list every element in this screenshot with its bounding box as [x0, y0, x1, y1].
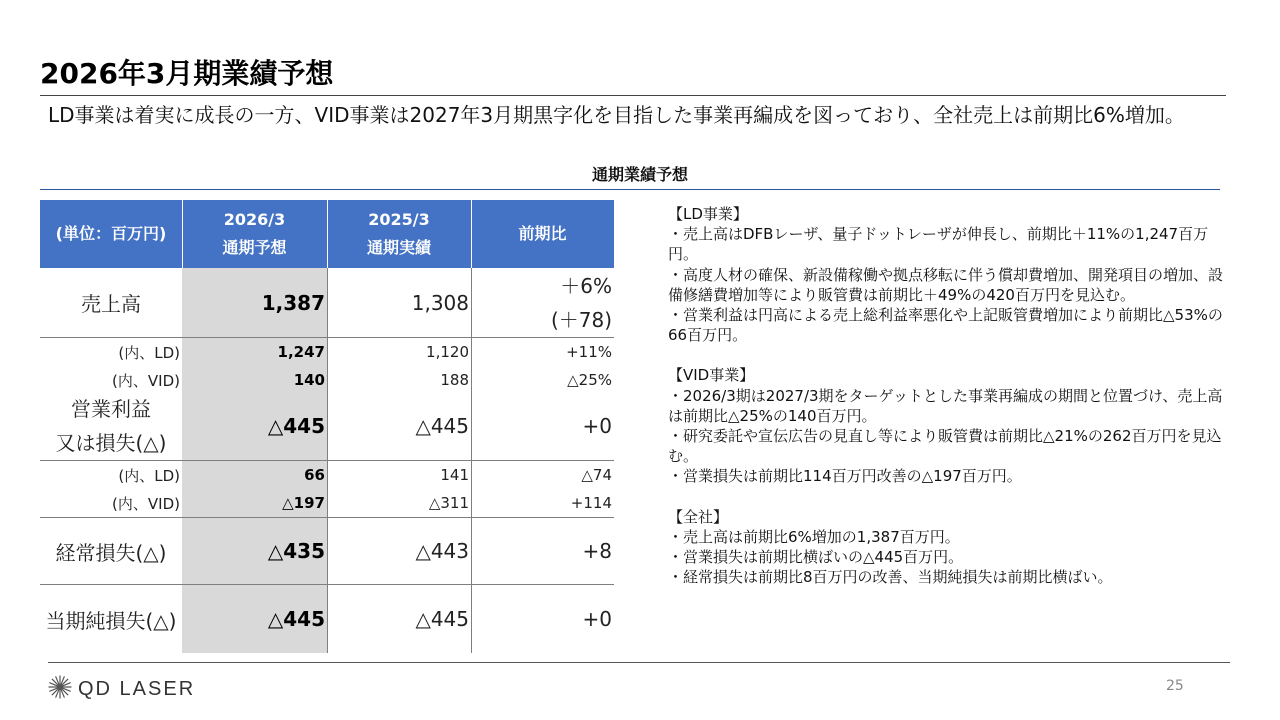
- header-divider: [327, 200, 328, 268]
- cell-sales-ld-yoy: +11%: [566, 343, 612, 361]
- cell-op-ld-actual: 141: [440, 466, 469, 484]
- cell-ordinary-yoy: +8: [582, 539, 612, 563]
- notes-vid-item: ・2026/3期は2027/3期をターゲットとした事業再編成の期間と位置づけ、売上高は前期比△25%の140百万円。: [668, 386, 1223, 425]
- notes-vid-item: ・研究委託や宣伝広告の見直し等により販管費は前期比△21%の262百万円を見込む。: [668, 427, 1222, 466]
- row-label-ordinary: 経常損失(△): [55, 540, 167, 565]
- notes-all-item: ・経常損失は前期比8百万円の改善、当期純損失は前期比横ばい。: [668, 568, 1113, 587]
- cell-operating-actual: △445: [415, 414, 469, 438]
- cell-sales-yoy-amount: (＋78): [550, 307, 612, 332]
- header-yoy: [471, 200, 614, 268]
- row-label-op-vid: (内、VID): [112, 494, 180, 513]
- row-label-sales: 売上高: [81, 292, 141, 316]
- row-label-operating-line1: 営業利益: [71, 397, 151, 421]
- cell-sales-yoy: [471, 268, 612, 337]
- cell-op-vid-yoy: +114: [570, 494, 612, 512]
- row-label-sales-vid: (内、VID): [112, 371, 180, 390]
- cell-operating-forecast: △445: [267, 414, 325, 438]
- row-label-net: 当期純損失(△): [45, 608, 177, 633]
- notes-all-item: ・売上高は前期比6%増加の1,387百万円。: [668, 527, 960, 546]
- header-forecast-label: 通期予想: [222, 238, 287, 257]
- header-actual-period: 2025/3: [368, 210, 430, 229]
- header-unit: [40, 200, 182, 268]
- cell-sales-yoy-rate: ＋6%: [560, 273, 612, 298]
- table-heading-divider: [40, 189, 1220, 190]
- cell-op-ld-forecast: 66: [304, 466, 325, 484]
- title-divider: [40, 95, 1226, 96]
- cell-sales-actual: 1,308: [411, 290, 469, 315]
- cell-net-yoy: +0: [582, 607, 612, 631]
- cell-sales-vid-actual: 188: [440, 371, 469, 389]
- summary-text: LD事業は着実に成長の一方、VID事業は2027年3月期黒字化を目指した事業再編成を図っており、全社売上は前期比6%増加。: [48, 103, 1185, 127]
- header-actual-label: 通期実績: [366, 238, 431, 257]
- row-label-operating-line2: 又は損失(△): [55, 431, 167, 455]
- notes-ld-item: ・営業利益は円高による売上総利益率悪化や上記販管費増加により前期比△53%の66百万円。: [668, 306, 1223, 345]
- logo-text: QD LASER: [78, 677, 196, 700]
- header-forecast-period: 2026/3: [223, 210, 286, 229]
- page-number: 25: [1166, 678, 1184, 694]
- cell-sales-vid-forecast: 140: [293, 371, 325, 389]
- header-divider: [471, 200, 472, 268]
- header-actual: [327, 200, 471, 268]
- notes-vid-item: ・営業損失は前期比114百万円改善の△197百万円。: [668, 467, 1022, 486]
- notes-spacer: [668, 345, 1228, 365]
- cell-net-actual: △445: [415, 607, 469, 631]
- header-divider: [182, 200, 183, 268]
- company-logo: [48, 675, 195, 703]
- cell-sales-vid-yoy: △25%: [567, 371, 612, 389]
- notes-ld-heading: 【LD事業】: [668, 205, 748, 223]
- notes-vid-heading: 【VID事業】: [668, 366, 755, 385]
- cell-net-forecast: △445: [267, 607, 325, 631]
- notes-ld-item: ・売上高はDFBレーザ、量子ドットレーザが伸長し、前期比＋11%の1,247百万円。: [668, 225, 1209, 264]
- notes-panel: [668, 204, 1228, 587]
- row-label-sales-ld: (内、LD): [118, 343, 180, 362]
- footer-divider: [48, 662, 1230, 663]
- starburst-icon: [48, 675, 72, 703]
- cell-operating-yoy: +0: [582, 414, 612, 438]
- cell-op-vid-forecast: △197: [282, 494, 325, 512]
- cell-sales-ld-actual: 1,120: [426, 343, 469, 361]
- cell-op-ld-yoy: △74: [581, 466, 612, 484]
- header-unit-label: (単位：百万円): [55, 224, 167, 243]
- notes-spacer: [668, 487, 1228, 507]
- header-yoy-label: 前期比: [518, 224, 567, 243]
- cell-ordinary-actual: △443: [415, 539, 469, 563]
- cell-sales-forecast: 1,387: [261, 290, 325, 315]
- row-label-operating: [40, 392, 182, 460]
- notes-all-heading: 【全社】: [668, 507, 729, 526]
- notes-all-item: ・営業損失は前期比横ばいの△445百万円。: [668, 548, 964, 567]
- forecast-table: [40, 200, 614, 653]
- table-heading: 通期業績予想: [591, 165, 688, 184]
- notes-ld-item: ・高度人材の確保、新設備稼働や拠点移転に伴う償却費増加、開発項目の増加、設備修繕費増加等により販管費は前期比＋49%の420百万円を見込む。: [668, 265, 1224, 304]
- header-forecast: [182, 200, 327, 268]
- row-label-op-ld: (内、LD): [118, 466, 180, 485]
- page-title: 2026年3月期業績予想: [40, 57, 334, 90]
- cell-sales-ld-forecast: 1,247: [277, 343, 325, 361]
- cell-op-vid-actual: △311: [428, 494, 469, 512]
- cell-ordinary-forecast: △435: [267, 539, 325, 563]
